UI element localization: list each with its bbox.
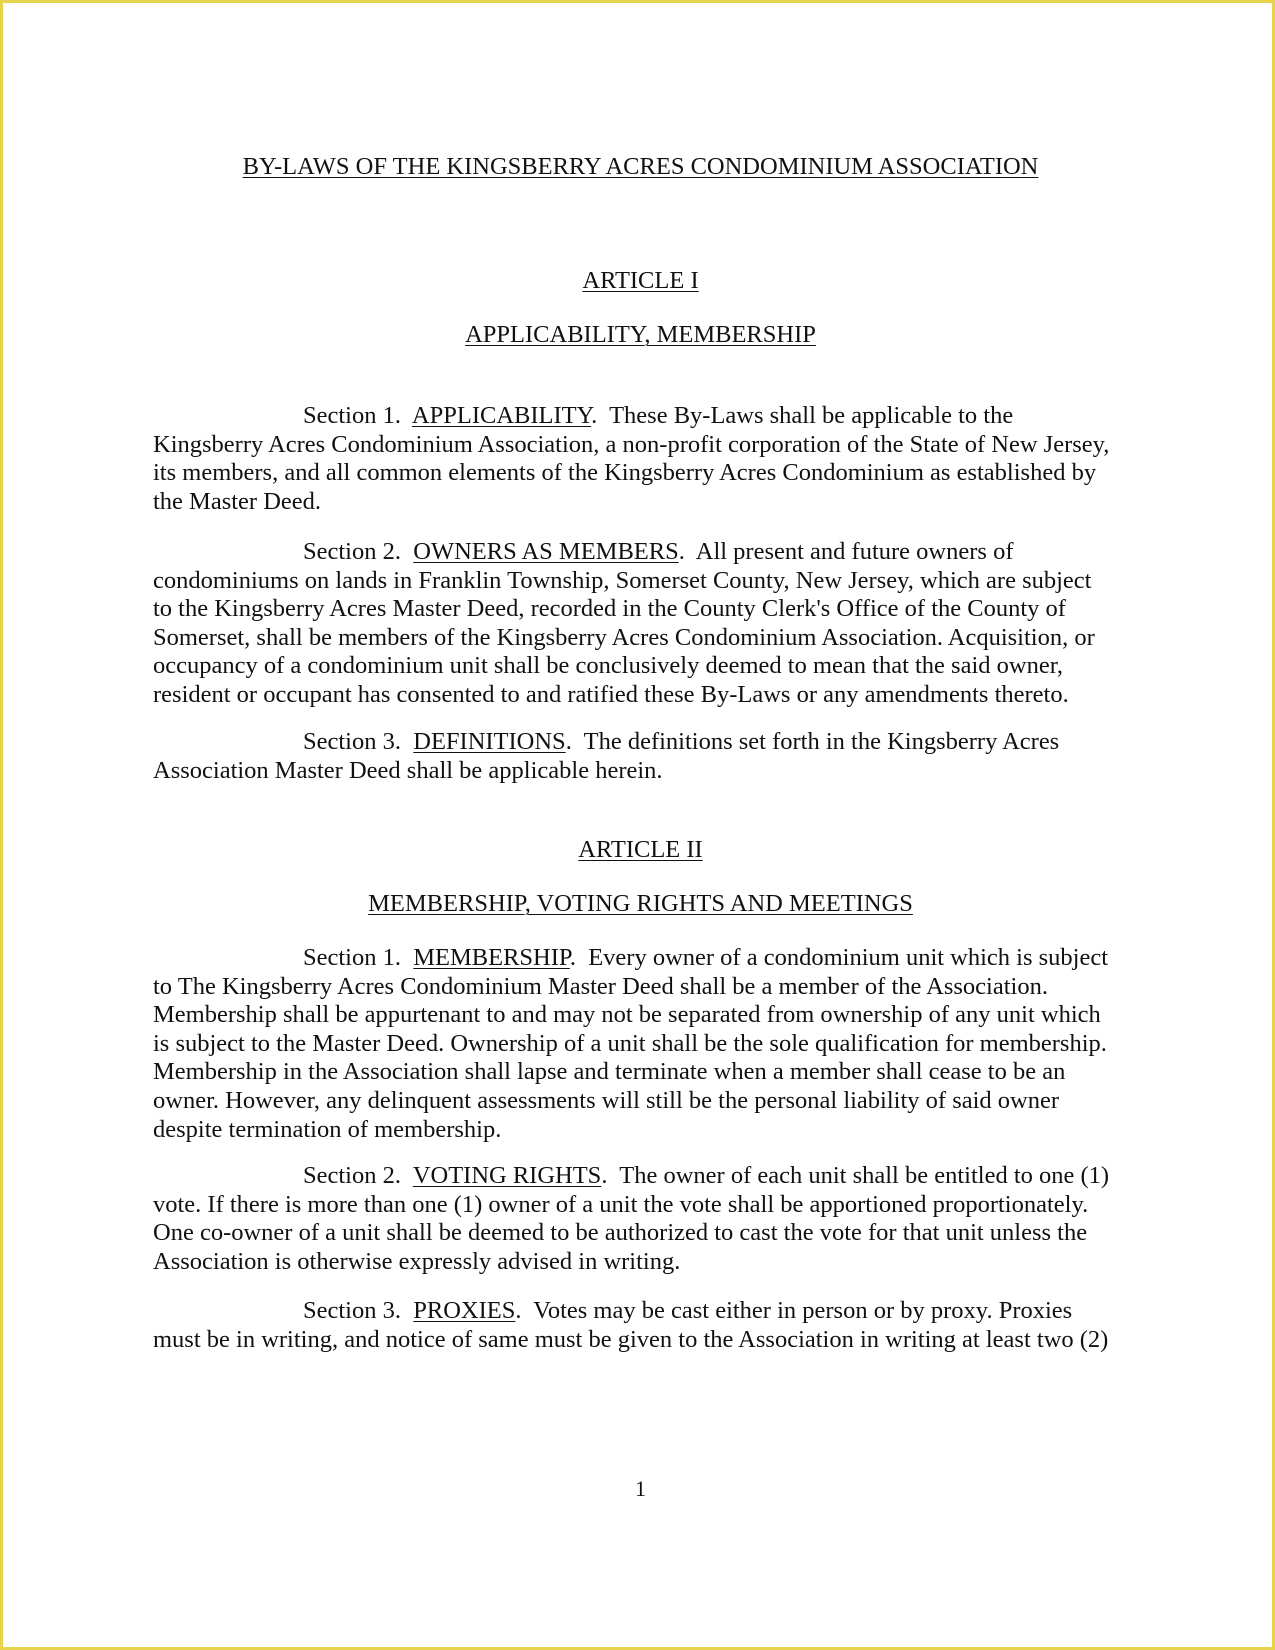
section-line: must be in writing, and notice of same must be given to the Association in writing at least two (2) (153, 1325, 1109, 1353)
section-line: resident or occupant has consented to and ratified these By-Laws or any amendments thereto. (153, 680, 1069, 708)
section-line: Somerset, shall be members of the Kingsberry Acres Condominium Association. Acquisition, or (153, 623, 1095, 651)
section-line: owner. However, any delinquent assessments will still be the personal liability of said owner (153, 1086, 1060, 1114)
article-2-section-2 (153, 1162, 1138, 1276)
section-line: despite termination of membership. (153, 1115, 502, 1143)
section-line: condominiums on lands in Franklin Township, Somerset County, New Jersey, which are subject (153, 566, 1092, 594)
section-line: its members, and all common elements of the Kingsberry Acres Condominium as established by (153, 459, 1097, 487)
section-line: Association is otherwise expressly advised in writing. (153, 1247, 681, 1275)
article-2-section-1 (153, 944, 1138, 1144)
section-first-line: Section 1. MEMBERSHIP. Every owner of a condominium unit which is subject (303, 944, 1109, 971)
article-1-section-1 (153, 402, 1138, 516)
article-2-section-3 (153, 1297, 1138, 1354)
article-1-section-3 (153, 728, 1138, 785)
article-2-heading: MEMBERSHIP, VOTING RIGHTS AND MEETINGS (368, 890, 913, 917)
section-first-line: Section 3. PROXIES. Votes may be cast either in person or by proxy. Proxies (303, 1297, 1073, 1324)
section-first-line: Section 3. DEFINITIONS. The definitions set forth in the Kingsberry Acres (303, 728, 1060, 755)
section-line: Membership shall be appurtenant to and may not be separated from ownership of any unit which (153, 1001, 1101, 1029)
section-line: to The Kingsberry Acres Condominium Master Deed shall be a member of the Association. (153, 972, 1048, 1000)
section-line: Membership in the Association shall lapse and terminate when a member shall cease to be an (153, 1058, 1066, 1086)
article-2-label: ARTICLE II (578, 836, 703, 863)
page-number: 1 (635, 1476, 646, 1501)
section-first-line: Section 1. APPLICABILITY. These By-Laws shall be applicable to the (303, 402, 1014, 429)
section-line: Association Master Deed shall be applicable herein. (153, 756, 663, 784)
article-1-label: ARTICLE I (582, 267, 699, 294)
section-line: Kingsberry Acres Condominium Association, a non-profit corporation of the State of New Jersey, (153, 430, 1110, 458)
section-line: is subject to the Master Deed. Ownership of a unit shall be the sole qualification for membership. (153, 1029, 1107, 1057)
article-1-section-2 (153, 538, 1138, 710)
section-line: the Master Deed. (153, 487, 322, 515)
section-line: One co-owner of a unit shall be deemed to be authorized to cast the vote for that unit unless the (153, 1219, 1088, 1247)
article-1-heading: APPLICABILITY, MEMBERSHIP (465, 321, 816, 348)
section-line: vote. If there is more than one (1) owner of a unit the vote shall be apportioned proportionately. (153, 1190, 1089, 1218)
section-first-line: Section 2. VOTING RIGHTS. The owner of each unit shall be entitled to one (1) (303, 1162, 1110, 1189)
section-line: to the Kingsberry Acres Master Deed, recorded in the County Clerk's Office of the County of (153, 595, 1066, 623)
document-title: BY-LAWS OF THE KINGSBERRY ACRES CONDOMINIUM ASSOCIATION (242, 153, 1039, 180)
section-first-line: Section 2. OWNERS AS MEMBERS. All present and future owners of (303, 538, 1014, 565)
section-line: occupancy of a condominium unit shall be conclusively deemed to mean that the said owner, (153, 652, 1064, 680)
